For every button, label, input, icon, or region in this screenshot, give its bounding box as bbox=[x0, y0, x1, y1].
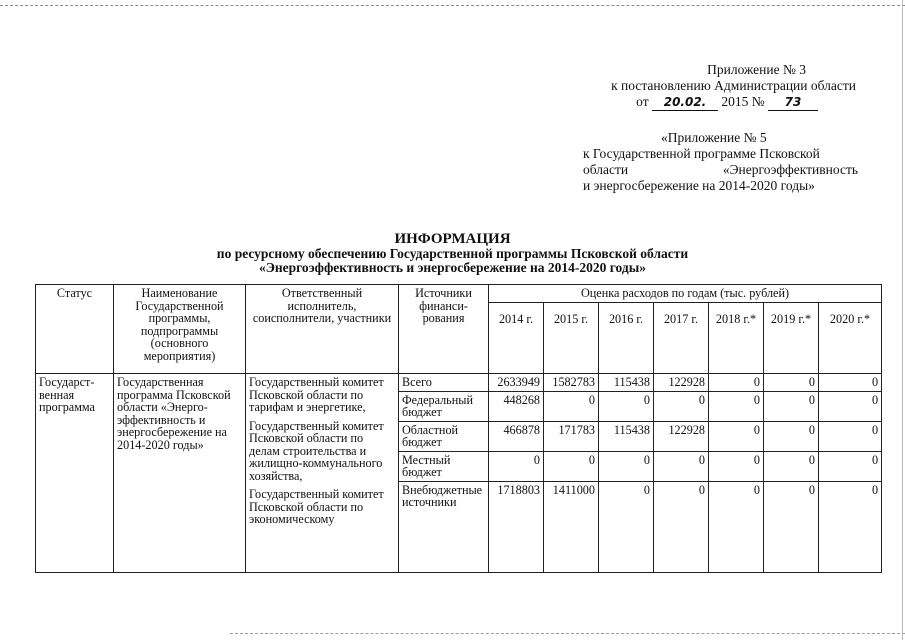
header-status: Статус bbox=[36, 285, 114, 374]
value-cell: 0 bbox=[709, 374, 764, 392]
value-cell: 115438 bbox=[599, 421, 654, 451]
value-cell: 171783 bbox=[544, 421, 599, 451]
header-year: 2016 г. bbox=[599, 302, 654, 374]
value-cell: 0 bbox=[709, 481, 764, 572]
appendix-inner-title: «Приложение № 5 bbox=[661, 130, 767, 145]
value-cell: 0 bbox=[544, 391, 599, 421]
value-cell: 0 bbox=[709, 451, 764, 481]
value-cell: 0 bbox=[819, 451, 882, 481]
year-number-label: 2015 № bbox=[721, 94, 765, 109]
value-cell: 0 bbox=[764, 421, 819, 451]
value-cell: 122928 bbox=[654, 421, 709, 451]
value-cell: 0 bbox=[654, 481, 709, 572]
program-name-cell: Государственная программа Псковской области «Энерго-эффективность и энергосбережение на 2014-2020 годы» bbox=[114, 374, 246, 573]
appendix-main-resolution: к постановлению Администрации области bbox=[611, 78, 856, 93]
document-program-name: «Энергоэффективность и энергосбережение на 2014-2020 годы» bbox=[258, 260, 647, 275]
value-cell: 0 bbox=[544, 451, 599, 481]
value-cell: 0 bbox=[764, 451, 819, 481]
executor-item: Государственный комитет Псковской области по тарифам и энергетике, bbox=[249, 375, 384, 414]
value-cell: 1718803 bbox=[489, 481, 544, 572]
value-cell: 1411000 bbox=[544, 481, 599, 572]
executor-item: Государственный комитет Псковской области по экономическому bbox=[249, 487, 384, 526]
table-header-row bbox=[36, 285, 882, 303]
appendix-main bbox=[560, 62, 856, 111]
value-cell: 0 bbox=[819, 374, 882, 392]
header-year: 2018 г.* bbox=[709, 302, 764, 374]
status-cell: Государст-венная программа bbox=[36, 374, 114, 573]
value-cell: 0 bbox=[489, 451, 544, 481]
appendix-inner-line3-right: «Энергоэффективность bbox=[722, 162, 858, 177]
header-year: 2020 г.* bbox=[819, 302, 882, 374]
scan-edge-bottom bbox=[230, 633, 905, 634]
scan-edge-right bbox=[902, 0, 903, 640]
scan-edge-top bbox=[0, 5, 905, 6]
header-program-name: Наименование Государственной программы, подпрограммы (основного мероприятия) bbox=[114, 285, 246, 374]
source-cell: Внебюджетные источники bbox=[399, 481, 489, 572]
header-year: 2014 г. bbox=[489, 302, 544, 374]
source-cell: Областной бюджет bbox=[399, 421, 489, 451]
source-cell: Всего bbox=[399, 374, 489, 392]
appendix-inner-line3 bbox=[583, 162, 858, 178]
value-cell: 0 bbox=[599, 391, 654, 421]
header-year: 2019 г.* bbox=[764, 302, 819, 374]
document-heading: ИНФОРМАЦИЯ bbox=[394, 231, 511, 247]
source-cell: Федеральный бюджет bbox=[399, 391, 489, 421]
value-cell: 0 bbox=[709, 421, 764, 451]
value-cell: 448268 bbox=[489, 391, 544, 421]
resource-table bbox=[35, 284, 882, 573]
date-prefix: от bbox=[636, 94, 649, 109]
handwritten-date: 20.02. bbox=[652, 94, 718, 111]
value-cell: 0 bbox=[764, 481, 819, 572]
table-row bbox=[36, 374, 882, 392]
header-estimate: Оценка расходов по годам (тыс. рублей) bbox=[489, 285, 882, 303]
appendix-inner-line2: к Государственной программе Псковской bbox=[583, 146, 820, 161]
handwritten-number: 73 bbox=[768, 94, 818, 111]
header-year: 2017 г. bbox=[654, 302, 709, 374]
document-subtitle: по ресурсному обеспечению Государственной программы Псковской области bbox=[216, 245, 689, 261]
value-cell: 1582783 bbox=[544, 374, 599, 392]
value-cell: 0 bbox=[764, 391, 819, 421]
executor-cell bbox=[246, 374, 399, 573]
appendix-main-title: Приложение № 3 bbox=[707, 62, 806, 77]
header-executor: Ответственный исполнитель, соисполнители, участники bbox=[246, 285, 399, 374]
appendix-inner bbox=[583, 130, 858, 194]
value-cell: 122928 bbox=[654, 374, 709, 392]
header-funding-source: Источники финанси-рования bbox=[399, 285, 489, 374]
document-title bbox=[60, 232, 845, 276]
value-cell: 0 bbox=[709, 391, 764, 421]
value-cell: 466878 bbox=[489, 421, 544, 451]
value-cell: 2633949 bbox=[489, 374, 544, 392]
value-cell: 0 bbox=[654, 391, 709, 421]
appendix-inner-line4: и энергосбережение на 2014-2020 годы» bbox=[583, 178, 815, 193]
value-cell: 0 bbox=[764, 374, 819, 392]
value-cell: 0 bbox=[599, 481, 654, 572]
value-cell: 115438 bbox=[599, 374, 654, 392]
value-cell: 0 bbox=[599, 451, 654, 481]
appendix-main-date-line bbox=[560, 94, 856, 111]
value-cell: 0 bbox=[819, 421, 882, 451]
appendix-inner-line3-left: области bbox=[583, 162, 629, 177]
source-cell: Местный бюджет bbox=[399, 451, 489, 481]
value-cell: 0 bbox=[819, 391, 882, 421]
header-year: 2015 г. bbox=[544, 302, 599, 374]
executor-item: Государственный комитет Псковской области по делам строительства и жилищно-коммунального хозяйства, bbox=[249, 418, 384, 483]
value-cell: 0 bbox=[654, 451, 709, 481]
value-cell: 0 bbox=[819, 481, 882, 572]
